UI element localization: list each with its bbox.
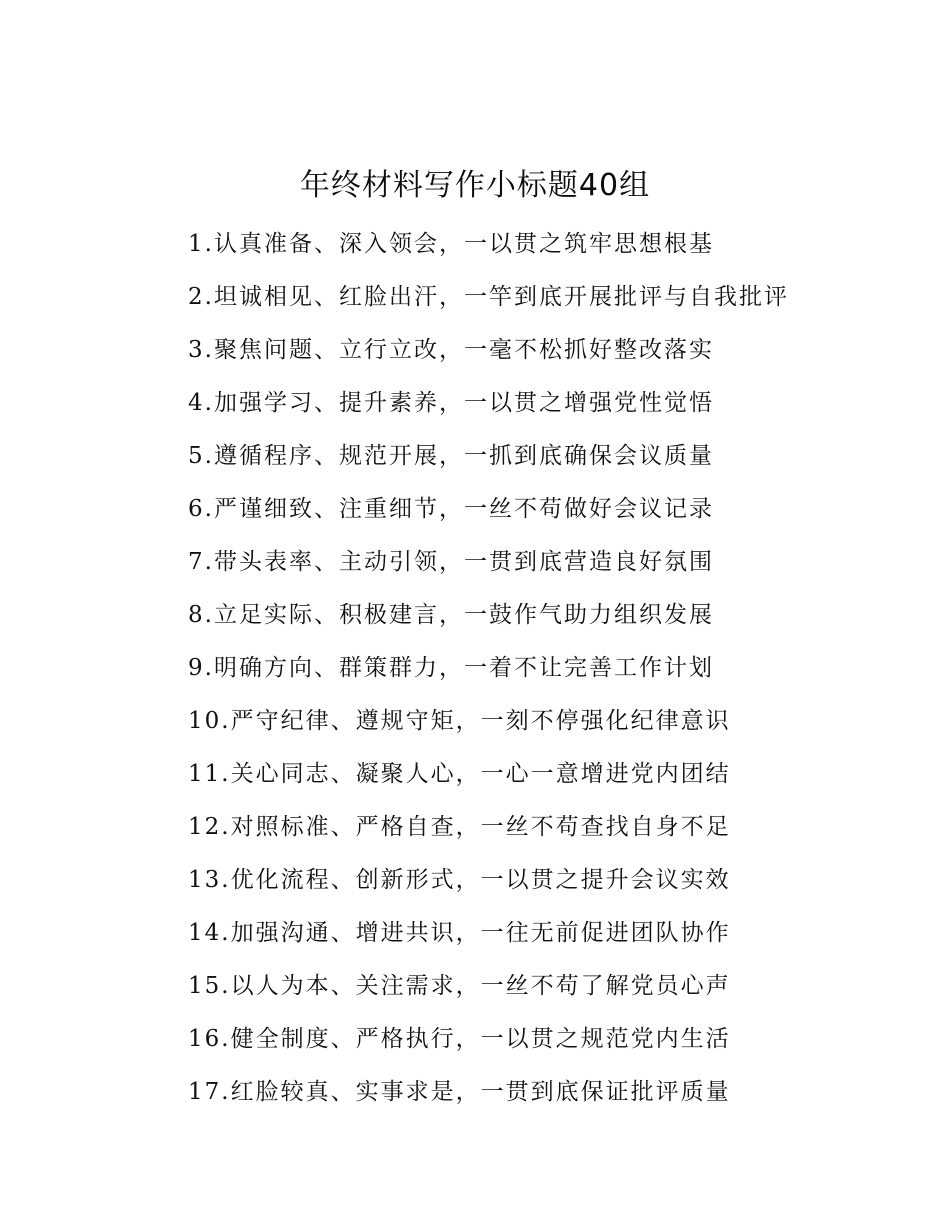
list-item: 5.遵循程序、规范开展，一抓到底确保会议质量 bbox=[188, 443, 714, 469]
list-item: 11.关心同志、凝聚人心，一心一意增进党内团结 bbox=[188, 761, 731, 787]
list-item: 9.明确方向、群策群力，一着不让完善工作计划 bbox=[188, 655, 714, 681]
list-item: 15.以人为本、关注需求，一丝不苟了解党员心声 bbox=[188, 973, 731, 999]
list-item: 10.严守纪律、遵规守矩，一刻不停强化纪律意识 bbox=[188, 708, 731, 734]
list-item: 3.聚焦问题、立行立改，一毫不松抓好整改落实 bbox=[188, 337, 714, 363]
list-item: 4.加强学习、提升素养，一以贯之增强党性觉悟 bbox=[188, 390, 714, 416]
list-item: 14.加强沟通、增进共识，一往无前促进团队协作 bbox=[188, 920, 731, 946]
list-item: 12.对照标准、严格自查，一丝不苟查找自身不足 bbox=[188, 814, 731, 840]
document-title: 年终材料写作小标题40组 bbox=[299, 168, 651, 203]
list-item: 17.红脸较真、实事求是，一贯到底保证批评质量 bbox=[188, 1079, 731, 1105]
heading-list bbox=[188, 220, 908, 1121]
list-item: 6.严谨细致、注重细节，一丝不苟做好会议记录 bbox=[188, 496, 714, 522]
list-item: 1.认真准备、深入领会，一以贯之筑牢思想根基 bbox=[188, 231, 714, 257]
list-item: 7.带头表率、主动引领，一贯到底营造良好氛围 bbox=[188, 549, 714, 575]
list-item: 16.健全制度、严格执行，一以贯之规范党内生活 bbox=[188, 1026, 731, 1052]
list-item: 13.优化流程、创新形式，一以贯之提升会议实效 bbox=[188, 867, 731, 893]
list-item: 2.坦诚相见、红脸出汗，一竿到底开展批评与自我批评 bbox=[188, 284, 789, 310]
list-item: 8.立足实际、积极建言，一鼓作气助力组织发展 bbox=[188, 602, 714, 628]
